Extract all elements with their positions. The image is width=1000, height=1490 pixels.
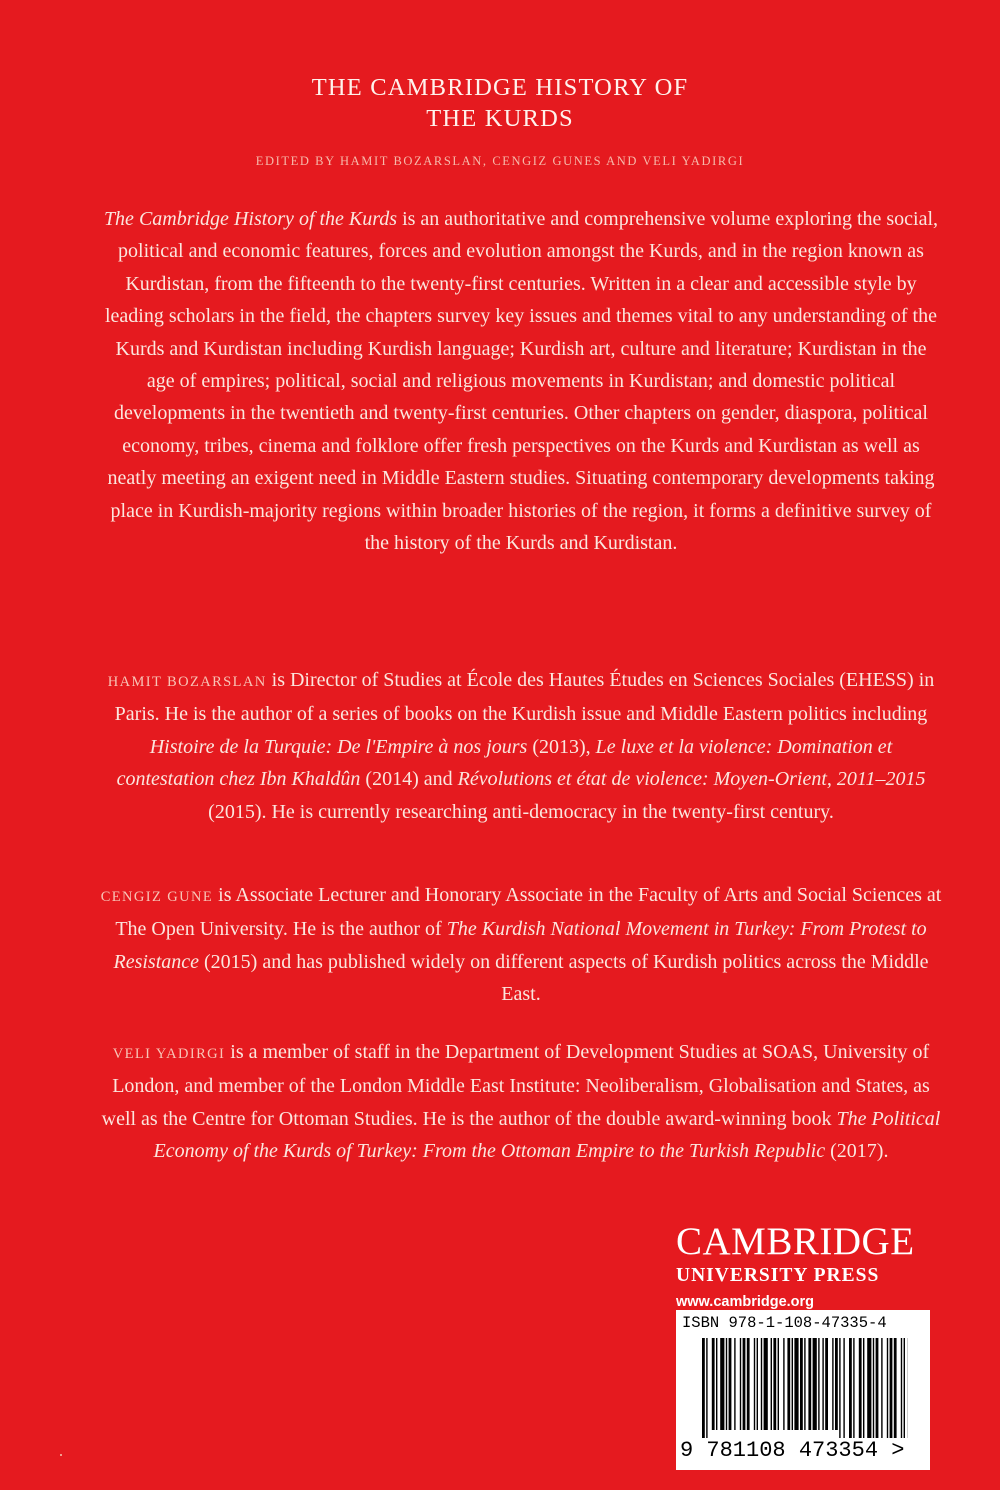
barcode-bar xyxy=(716,1338,717,1430)
bio-text: (2015) and has published widely on different aspects of Kurdish politics across the Middle East. xyxy=(199,950,929,1006)
barcode-bar xyxy=(890,1338,893,1438)
author-bio-gunes xyxy=(100,879,942,1011)
author-name: VELI YADIRGI xyxy=(112,1046,226,1062)
barcode-bar xyxy=(702,1338,705,1438)
barcode-bar xyxy=(881,1338,882,1438)
barcode-bar xyxy=(876,1338,879,1438)
barcode-bar xyxy=(835,1338,838,1430)
barcode-bar xyxy=(720,1338,724,1430)
book-title-line2: THE KURDS xyxy=(426,105,574,132)
barcode-bar xyxy=(813,1338,817,1430)
barcode-bar xyxy=(794,1338,798,1430)
publisher-url: www.cambridge.org xyxy=(676,1294,815,1310)
book-title xyxy=(0,72,1000,134)
barcode-bars xyxy=(702,1338,908,1438)
barcode-bar xyxy=(712,1338,715,1430)
barcode-bar xyxy=(773,1338,776,1430)
publisher-name: CAMBRIDGE xyxy=(676,1220,915,1263)
book-description xyxy=(100,203,942,559)
bio-text: is a member of staff in the Department of Development Studies at SOAS, University of London, and member of the London Middle East Institute: Neoliberalism, Globalisation and States, as well as the Centre for Ottoman Studies. He is the author of the double award-winning book xyxy=(101,1041,930,1130)
bio-text: (2017). xyxy=(825,1140,889,1163)
book-title-italic: Le luxe et la violence: Domination et contestation chez Ibn Khaldûn xyxy=(116,735,893,791)
barcode-bar xyxy=(839,1338,840,1438)
author-bio-bozarslan xyxy=(100,664,942,828)
barcode-bar xyxy=(887,1338,888,1438)
barcode-bar xyxy=(804,1338,805,1430)
barcode-bar xyxy=(726,1338,727,1430)
barcode-bar xyxy=(800,1338,803,1430)
barcode-bar xyxy=(853,1338,854,1438)
barcode-bar xyxy=(873,1338,874,1438)
author-name: CENGIZ GUNE xyxy=(100,889,214,905)
barcode-bar xyxy=(867,1338,871,1438)
barcode-bar xyxy=(771,1338,772,1430)
bio-text: (2015). He is currently researching anti-democracy in the twenty-first century. xyxy=(208,800,834,823)
barcode-bar xyxy=(787,1338,790,1430)
book-title-line1: THE CAMBRIDGE HISTORY OF xyxy=(311,74,689,101)
barcode-bar xyxy=(740,1338,741,1430)
barcode-bar xyxy=(764,1338,768,1430)
barcode-digits: 9 781108 473354 > xyxy=(680,1438,905,1463)
barcode-bar xyxy=(792,1338,793,1430)
barcode-bar xyxy=(754,1338,755,1430)
isbn-barcode xyxy=(676,1310,930,1470)
barcode-bar xyxy=(808,1338,811,1430)
book-title-italic: The Kurdish National Movement in Turkey: From Protest to Resistance xyxy=(113,918,927,973)
barcode-bar xyxy=(778,1338,779,1430)
barcode-bar xyxy=(822,1338,823,1430)
editors-line: EDITED BY HAMIT BOZARSLAN, CENGIZ GUNES AND VELI YADIRGI xyxy=(255,154,745,168)
author-bio-yadirgi xyxy=(100,1036,942,1168)
print-mark xyxy=(60,1454,62,1456)
barcode-bar xyxy=(761,1338,762,1430)
barcode-bar xyxy=(859,1338,862,1438)
bio-text: (2014) and xyxy=(360,768,458,791)
bio-text: is Associate Lecturer and Honorary Associate in the Faculty of Arts and Social Sciences at The Open University. He is the author of xyxy=(115,884,942,941)
barcode-bar xyxy=(843,1338,844,1438)
barcode-bar xyxy=(825,1338,828,1430)
barcode-bar xyxy=(863,1338,864,1438)
barcode-bar xyxy=(757,1338,758,1430)
blurb-book-title: The Cambridge History of the Kurds xyxy=(103,208,398,230)
barcode-bar xyxy=(747,1338,750,1430)
barcode-bar xyxy=(734,1338,735,1430)
bio-text: (2013), xyxy=(527,735,596,758)
barcode-bar xyxy=(904,1338,905,1438)
author-name: HAMIT BOZARSLAN xyxy=(107,674,267,690)
isbn-label: ISBN 978-1-108-47335-4 xyxy=(682,1314,887,1332)
barcode-bar xyxy=(849,1338,852,1438)
book-title-italic: The Political Economy of the Kurds of Turkey: From the Ottoman Empire to the Turkish Republic xyxy=(153,1107,941,1163)
barcode-bar xyxy=(729,1338,732,1430)
blurb-text: is an authoritative and comprehensive volume exploring the social, political and economic features, forces and evolution amongst the Kurds, and in the region known as Kurdistan, from the fifteenth to the twenty-first centuries. Written in a clear and accessible style by leading scholars in the field, the chapters survey key issues and themes vital to any understanding of the Kurds and Kurdistan including Kurdish language; Kurdish art, culture and literature; Kurdistan in the age of empires; political, social and religious movements in Kurdistan; and domestic political developments in the twentieth and twenty-first centuries. Other chapters on gender, diaspora, political economy, tribes, cinema and folklore offer fresh perspectives on the Kurds and Kurdistan as well as neatly meeting an exigent need in Middle Eastern studies. Situating contemporary developments taking place in Kurdish-majority regions within broader histories of the region, it forms a definitive survey of the history of the Kurds and Kurdistan. xyxy=(104,208,939,555)
barcode-bar xyxy=(894,1338,897,1438)
book-title-italic: Histoire de la Turquie: De l'Empire à nos jours xyxy=(149,735,528,758)
barcode-bar xyxy=(743,1338,746,1430)
barcode-bar xyxy=(901,1338,902,1438)
publisher-subtitle: UNIVERSITY PRESS xyxy=(676,1265,880,1286)
book-title-italic: Révolutions et état de violence: Moyen-Orient, 2011–2015 xyxy=(457,768,926,791)
barcode-bar xyxy=(783,1338,784,1430)
publisher-logo xyxy=(676,1222,930,1310)
bio-text: is Director of Studies at École des Hautes Études en Sciences Sociales (EHESS) in Paris. He is the author of a series of books on the Kurdish issue and Middle Eastern politics including xyxy=(114,669,935,726)
barcode-bar xyxy=(706,1338,707,1438)
barcode-bar xyxy=(832,1338,833,1430)
barcode-bar xyxy=(818,1338,819,1430)
